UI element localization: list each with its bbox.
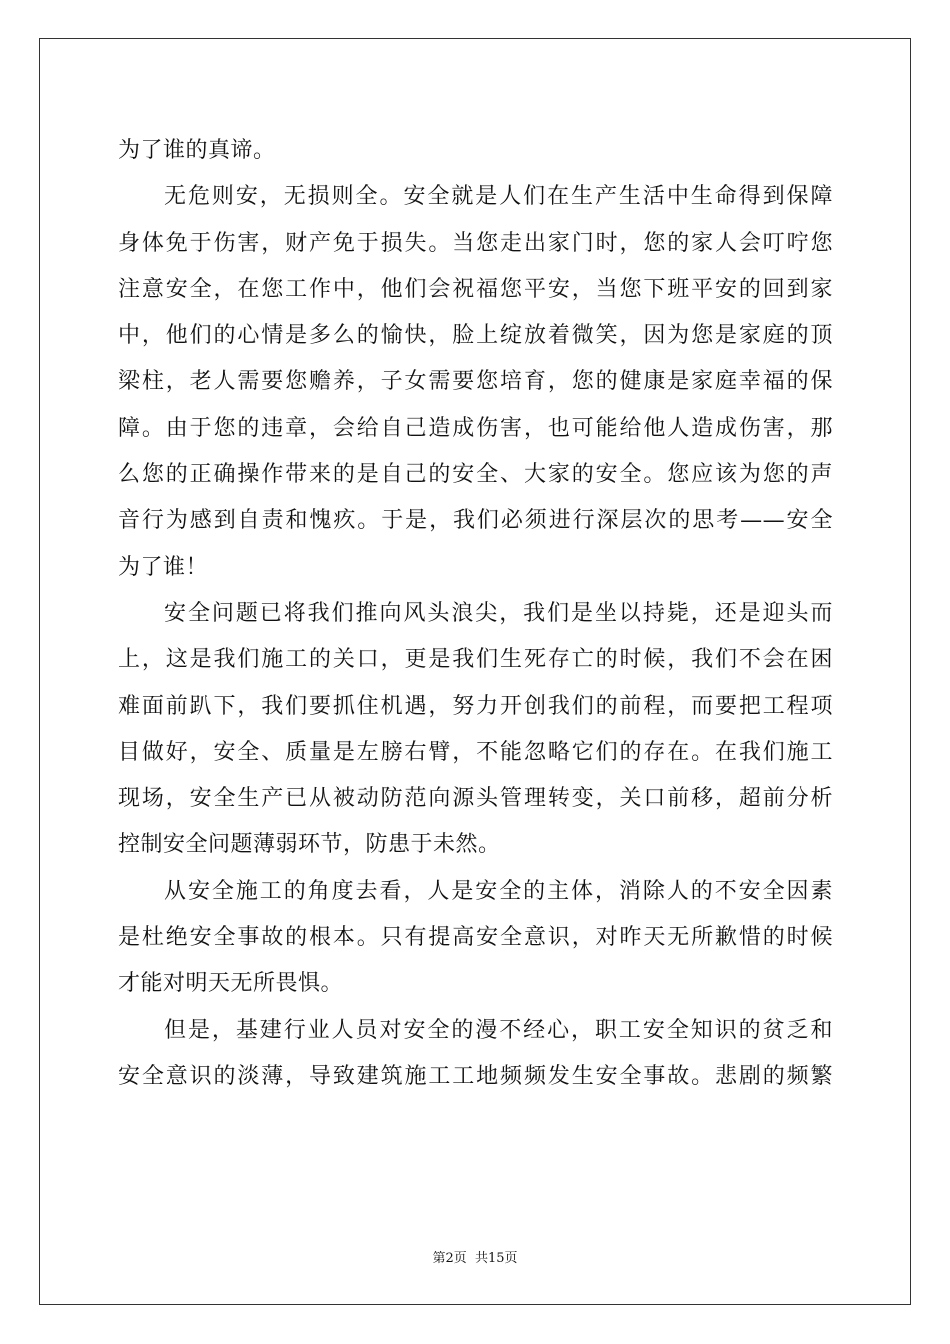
page-footer — [0, 1247, 950, 1266]
text-line: 上，这是我们施工的关口，更是我们生死存亡的时候，我们不会在困 — [118, 647, 833, 673]
text-line: 才能对明天无所畏惧。 — [118, 971, 344, 997]
text-line: 控制安全问题薄弱环节，防患于未然。 — [118, 832, 501, 858]
text-line: 身体免于伤害，财产免于损失。当您走出家门时，您的家人会叮咛您 — [118, 230, 833, 256]
text-line: 梁柱，老人需要您赡养，子女需要您培育，您的健康是家庭幸福的保 — [118, 369, 833, 395]
text-line: 为了谁！ — [118, 554, 209, 580]
document-body — [118, 128, 833, 1100]
text-line: 无危则安，无损则全。安全就是人们在生产生活中生命得到保障 — [164, 184, 833, 210]
text-line: 音行为感到自责和愧疚。于是，我们必须进行深层次的思考——安全 — [118, 508, 833, 534]
text-line: 目做好，安全、质量是左膀右臂，不能忽略它们的存在。在我们施工 — [118, 739, 833, 765]
page-number: 第2页 — [432, 1251, 467, 1266]
text-line: 难面前趴下，我们要抓住机遇，努力开创我们的前程，而要把工程项 — [118, 693, 833, 719]
text-line: 障。由于您的违章，会给自己造成伤害，也可能给他人造成伤害，那 — [118, 415, 833, 441]
text-line: 是杜绝安全事故的根本。只有提高安全意识，对昨天无所歉惜的时候 — [118, 925, 833, 951]
text-line: 现场，安全生产已从被动防范向源头管理转变，关口前移，超前分析 — [118, 786, 833, 812]
text-line: 么您的正确操作带来的是自己的安全、大家的安全。您应该为您的声 — [118, 462, 833, 488]
page-total: 共15页 — [474, 1251, 518, 1266]
text-line: 安全问题已将我们推向风头浪尖，我们是坐以持毙，还是迎头而 — [164, 600, 833, 626]
text-line: 为了谁的真谛。 — [118, 138, 276, 163]
text-line: 注意安全，在您工作中，他们会祝福您平安，当您下班平安的回到家 — [118, 276, 833, 302]
text-line: 但是，基建行业人员对安全的漫不经心，职工安全知识的贫乏和 — [164, 1017, 833, 1043]
text-line: 中，他们的心情是多么的愉快，脸上绽放着微笑，因为您是家庭的顶 — [118, 323, 833, 349]
text-line: 安全意识的淡薄，导致建筑施工工地频频发生安全事故。悲剧的频繁 — [118, 1063, 833, 1089]
text-line: 从安全施工的角度去看，人是安全的主体，消除人的不安全因素 — [164, 878, 833, 904]
